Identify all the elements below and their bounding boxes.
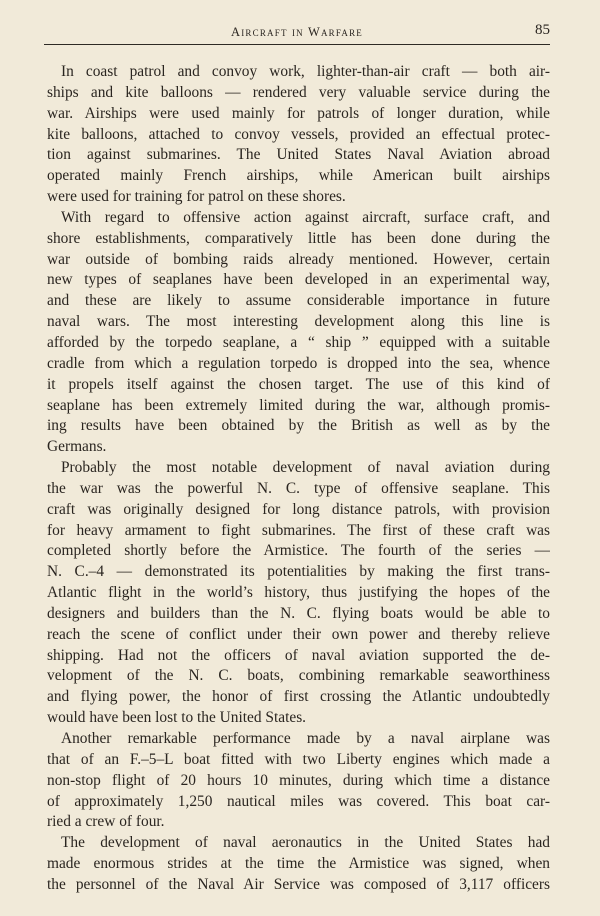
text-line: the war was the powerful N. C. type of offensive seaplane. This [47, 479, 550, 497]
text-line: seaplane has been extremely limited during the war, although promis- [47, 396, 550, 414]
text-line: shipping. Had not the officers of naval aviation supported the de- [47, 646, 550, 664]
text-line: afforded by the torpedo seaplane, a “ ship ” equipped with a suitable [47, 333, 550, 351]
page-number: 85 [535, 22, 550, 38]
text-line: reach the scene of conflict under their own power and thereby relieve [47, 625, 550, 643]
running-title: Aircraft in Warfare [231, 25, 363, 39]
text-line: would have been lost to the United States. [47, 709, 307, 727]
text-line: it propels itself against the chosen target. The use of this kind of [47, 375, 550, 393]
text-line: the personnel of the Naval Air Service was composed of 3,117 officers [47, 875, 550, 893]
text-line: shore establishments, comparatively little has been done during the [47, 229, 550, 247]
text-line: war. Airships were used mainly for patrols of longer duration, while [47, 104, 550, 122]
text-line: that of an F.–5–L boat fitted with two Liberty engines which made a [47, 750, 550, 768]
text-line: ried a crew of four. [47, 813, 165, 831]
text-line: ing results have been obtained by the British as well as by the [47, 417, 550, 435]
text-line: cradle from which a regulation torpedo is dropped into the sea, whence [47, 354, 550, 372]
text-line: With regard to offensive action against aircraft, surface craft, and [61, 208, 550, 226]
paragraph [47, 62, 550, 208]
text-line: Atlantic flight in the world’s history, thus justifying the hopes of the [47, 584, 550, 602]
text-line: completed shortly before the Armistice. The fourth of the series — [47, 542, 550, 560]
text-line: velopment of the N. C. boats, combining remarkable seaworthiness [47, 667, 550, 685]
text-line: and flying power, the honor of first crossing the Atlantic undoubtedly [47, 688, 550, 706]
text-line: of approximately 1,250 nautical miles was covered. This boat car- [47, 792, 550, 810]
text-line: naval wars. The most interesting development along this line is [47, 313, 550, 331]
text-line: tion against submarines. The United States Naval Aviation abroad [47, 146, 550, 164]
text-line: kite balloons, attached to convoy vessels, provided an effectual protec- [47, 125, 550, 143]
text-line: non-stop flight of 20 hours 10 minutes, during which time a distance [47, 771, 550, 789]
text-line: ships and kite balloons — rendered very valuable service during the [47, 83, 550, 101]
text-line: for heavy armament to fight submarines. The first of these craft was [47, 521, 550, 539]
text-line: Another remarkable performance made by a naval airplane was [61, 730, 550, 747]
text-line: Germans. [47, 438, 107, 456]
paragraph [47, 833, 550, 896]
paragraph [47, 729, 550, 833]
paragraph [47, 458, 550, 729]
text-line: designers and builders than the N. C. flying boats would be able to [47, 604, 550, 622]
text-line: war outside of bombing raids already mentioned. However, certain [47, 250, 550, 268]
text-line: The development of naval aeronautics in the United States had [61, 834, 550, 852]
running-head [44, 22, 550, 45]
text-line: operated mainly French airships, while American built airships [47, 167, 550, 185]
text-line: Probably the most notable development of naval aviation during [61, 459, 550, 477]
text-line: N. C.–4 — demonstrated its potentialities by making the first trans- [47, 563, 550, 581]
body-text [47, 62, 550, 896]
text-line: craft was originally designed for long distance patrols, with provision [47, 500, 550, 518]
paragraph [47, 208, 550, 458]
text-line: new types of seaplanes have been developed in an experimental way, [47, 271, 550, 289]
text-line: were used for training for patrol on these shores. [47, 188, 346, 206]
text-line: and these are likely to assume considerable importance in future [47, 292, 550, 310]
text-line: In coast patrol and convoy work, lighter-than-air craft — both air- [61, 63, 550, 80]
text-line: made enormous strides at the time the Armistice was signed, when [47, 855, 550, 873]
